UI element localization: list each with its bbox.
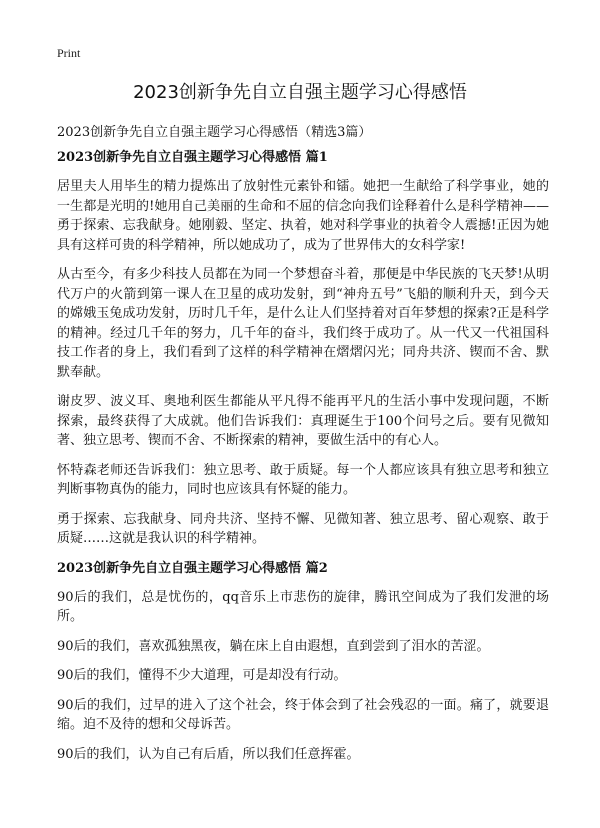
paragraph: 谢皮罗、波义耳、奥地利医生都能从平凡得不能再平凡的生活小事中发现问题，不断探索，最终获得了大成就。他们告诉我们：真理诞生于100个问号之后。要有见微知著、独立思考、锲而不舍、不断探索的精神，要做生活中的有心人。 [57, 394, 549, 448]
paragraph: 居里夫人用毕生的精力提炼出了放射性元素钋和镭。她把一生献给了科学事业，她的一生都是光明的!她用自己美丽的生命和不屈的信念向我们诠释着什么是科学精神——勇于探索、忘我献身。她刚毅、坚定、执着，她对科学事业的执着令人震撼!正因为她具有这样可贵的科学精神，所以她成功了，成为了世界伟大的女科学家! [57, 179, 549, 253]
paragraph: 怀特森老师还告诉我们：独立思考、敢于质疑。每一个人都应该具有独立思考和独立判断事物真伪的能力，同时也应该具有怀疑的能力。 [57, 462, 549, 497]
section-heading-1: 2023创新争先自立自强主题学习心得感悟 篇1 [57, 150, 328, 165]
paragraph: 勇于探索、忘我献身、同舟共济、坚持不懈、见微知著、独立思考、留心观察、敢于质疑……这就是我认识的科学精神。 [57, 511, 549, 546]
page-title: 2023创新争先自立自强主题学习心得感悟 [133, 82, 467, 103]
document-subtitle: 2023创新争先自立自强主题学习心得感悟（精选3篇） [57, 125, 372, 140]
paragraph: 90后的我们，总是忧伤的，qq音乐上市悲伤的旋律，腾讯空间成为了我们发泄的场所。 [57, 589, 549, 624]
paragraph: 从古至今，有多少科技人员都在为同一个梦想奋斗着，那便是中华民族的飞天梦!从明代万户的火箭到第一课人在卫星的成功发射，到“神舟五号”飞船的顺利升天，到今天的嫦娥玉兔成功发射，历时几千年，是什么让人们坚持着对百年梦想的探索?正是科学的精神。经过几千年的努力，几千年的奋斗，我们终于成功了。从一代又一代祖国科技工作者的身上，我们看到了这样的科学精神在熠熠闪光；同舟共济、锲而不舍、默默奉献。 [57, 267, 549, 380]
section-heading-2: 2023创新争先自立自强主题学习心得感悟 篇2 [57, 560, 328, 576]
print-link[interactable]: Print [57, 46, 81, 60]
paragraph: 90后的我们，认为自己有后盾，所以我们任意挥霍。 [57, 746, 360, 762]
paragraph: 90后的我们，过早的进入了这个社会，终于体会到了社会残忍的一面。痛了，就要退缩。迫不及待的想和父母诉苦。 [57, 697, 549, 732]
document-body [57, 148, 549, 774]
paragraph: 90后的我们，喜欢孤独黑夜，躺在床上自由遐想，直到尝到了泪水的苦涩。 [57, 638, 490, 654]
paragraph: 90后的我们，懂得不少大道理，可是却没有行动。 [57, 668, 347, 683]
